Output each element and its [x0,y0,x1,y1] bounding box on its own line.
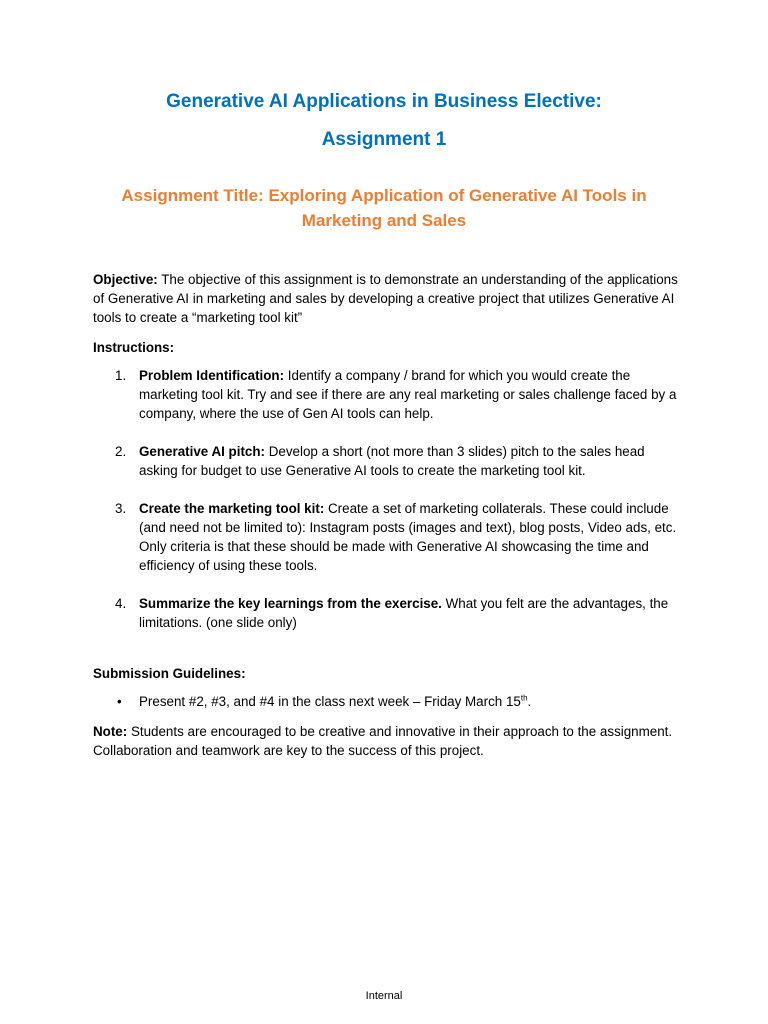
list-item [93,499,683,575]
list-item-label: Create the marketing tool kit: [139,501,325,516]
submission-bullet-item [93,692,683,711]
note-text: Students are encouraged to be creative and innovative in their approach to the assignment. Collaboration and teamwork are key to the success of this project. [93,724,673,758]
footer-classification-label: Internal [365,990,403,1002]
objective-label: Objective: [93,272,158,287]
assignment-title: Assignment Title: Exploring Application of Generative AI Tools in Marketing and Sales [121,186,647,230]
objective-text: The objective of this assignment is to demonstrate an understanding of the applications of Generative AI in marketing and sales by developing a creative project that utilizes Generative AI tools to create a “marketing tool kit” [93,272,678,325]
list-item-label: Problem Identification: [139,368,285,383]
list-item-number: 2. [115,444,127,459]
note-paragraph [93,722,683,760]
submission-bullet-suffix: . [527,694,532,709]
document-title-line-1: Generative AI Applications in Business Elective: [166,91,602,112]
list-item-label: Summarize the key learnings from the exercise. [139,596,442,611]
submission-guidelines-heading: Submission Guidelines: [93,666,246,681]
list-item-label: Generative AI pitch: [139,444,266,459]
document-title-line-2: Assignment 1 [321,129,447,150]
list-item-text: Create a set of marketing collaterals. These could include (and need not be limited to): Instagram posts (images and text), blog posts, Video ads, etc. Only criteria is that these should be made with Generative AI showcasing the time and efficiency of using these tools. [139,501,677,573]
list-item-number: 1. [115,368,127,383]
instructions-list [93,366,683,651]
list-item-text: What you felt are the advantages, the limitations. (one slide only) [139,596,669,630]
list-item-number: 4. [115,596,127,611]
submission-bullet-text: Present #2, #3, and #4 in the class next week – Friday March 15 [139,694,521,709]
instructions-heading: Instructions: [93,340,175,355]
list-item-text: Develop a short (not more than 3 slides) pitch to the sales head asking for budget to use Generative AI tools to create the marketing tool kit. [139,444,645,478]
list-item-text: Identify a company / brand for which you would create the marketing tool kit. Try and see if there are any real marketing or sales challenge faced by a company, where the use of Gen AI tools can help. [139,368,677,421]
list-item-number: 3. [115,501,127,516]
list-item [93,594,683,632]
bullet-marker: • [117,694,122,709]
list-item [93,366,683,423]
objective-paragraph [93,270,683,327]
note-label: Note: [93,724,128,739]
list-item [93,442,683,480]
date-superscript: th [520,693,528,703]
